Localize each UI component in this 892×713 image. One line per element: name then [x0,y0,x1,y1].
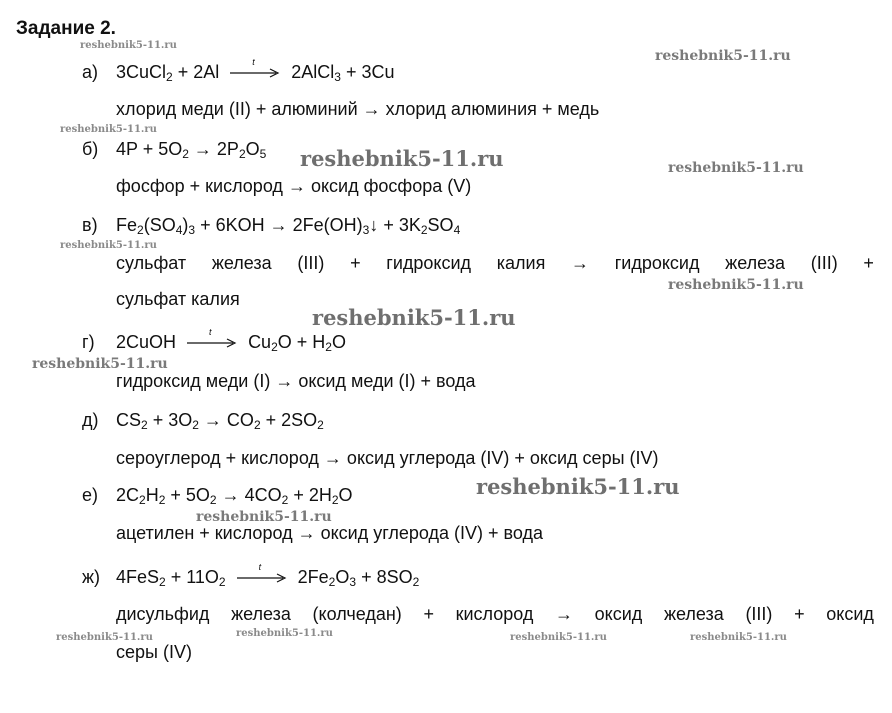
item-letter-e: е) [82,485,99,505]
heat-arrow-icon: t [237,571,287,585]
description-zh-line1: дисульфид железа (колчедан) + кислород → оксид железа (III) + оксид [116,604,874,624]
description-d: сероуглерод + кислород → оксид углерода (IV) + оксид серы (IV) [116,448,659,468]
item-letter-a: а) [82,62,99,82]
watermark: reshebnik5-11.ru [196,509,332,525]
equation-e: $2C_2H_2 + 5O_2 \to 4CO_2 + 2H_2O$ [116,485,353,507]
item-letter-b: б) [82,139,99,159]
equation-b: $4P + 5O_2 \to 2P_2O_5$ [116,139,267,161]
watermark: reshebnik5-11.ru [60,124,157,135]
description-v-line2: сульфат калия [116,289,240,309]
item-letter-v: в) [82,215,98,235]
task-title: Задание 2. [16,18,116,39]
watermark: reshebnik5-11.ru [236,628,333,639]
watermark: reshebnik5-11.ru [655,48,791,64]
watermark: reshebnik5-11.ru [476,474,680,499]
equation-zh: $4FeS_2 + 11O_2$ t $2Fe_2O_3 + 8SO_2$ [116,562,420,589]
equation-v: $Fe_2(SO_4)_3 + 6KOH$ → $2Fe(OH)_3↓ + 3K_2SO_4$ [116,215,461,237]
watermark: reshebnik5-11.ru [690,632,787,643]
watermark: reshebnik5-11.ru [668,160,804,176]
watermark: reshebnik5-11.ru [60,240,157,251]
item-letter-g: г) [82,332,95,352]
heat-arrow-icon: t [187,336,237,350]
description-b: фосфор + кислород → оксид фосфора (V) [116,176,472,196]
heat-arrow-icon: t [230,66,280,80]
item-letter-zh: ж) [82,567,101,587]
watermark: reshebnik5-11.ru [32,356,168,372]
description-a: хлорид меди (II) + алюминий → хлорид алюминия + медь [116,99,600,119]
watermark: reshebnik5-11.ru [668,277,804,293]
description-zh-line2: серы (IV) [116,642,192,662]
equation-g: 2CuOH t $Cu_2O + H_2O$ [116,327,346,354]
watermark: reshebnik5-11.ru [80,40,177,51]
watermark: reshebnik5-11.ru [312,305,516,330]
equation-a: 3CuCl$_2$ + 2Al t 2AlCl$_3$ + 3Cu [116,57,395,84]
equation-d: $CS_2 + 3O_2 \to CO_2 + 2SO_2$ [116,410,324,432]
watermark: reshebnik5-11.ru [56,632,153,643]
watermark: reshebnik5-11.ru [300,146,504,171]
description-v-line1: сульфат железа (III) + гидроксид калия → гидроксид железа (III) + [116,253,874,273]
watermark: reshebnik5-11.ru [510,632,607,643]
description-e: ацетилен + кислород → оксид углерода (IV) + вода [116,523,544,543]
description-g: гидроксид меди (I) → оксид меди (I) + вода [116,371,476,391]
item-letter-d: д) [82,410,99,430]
